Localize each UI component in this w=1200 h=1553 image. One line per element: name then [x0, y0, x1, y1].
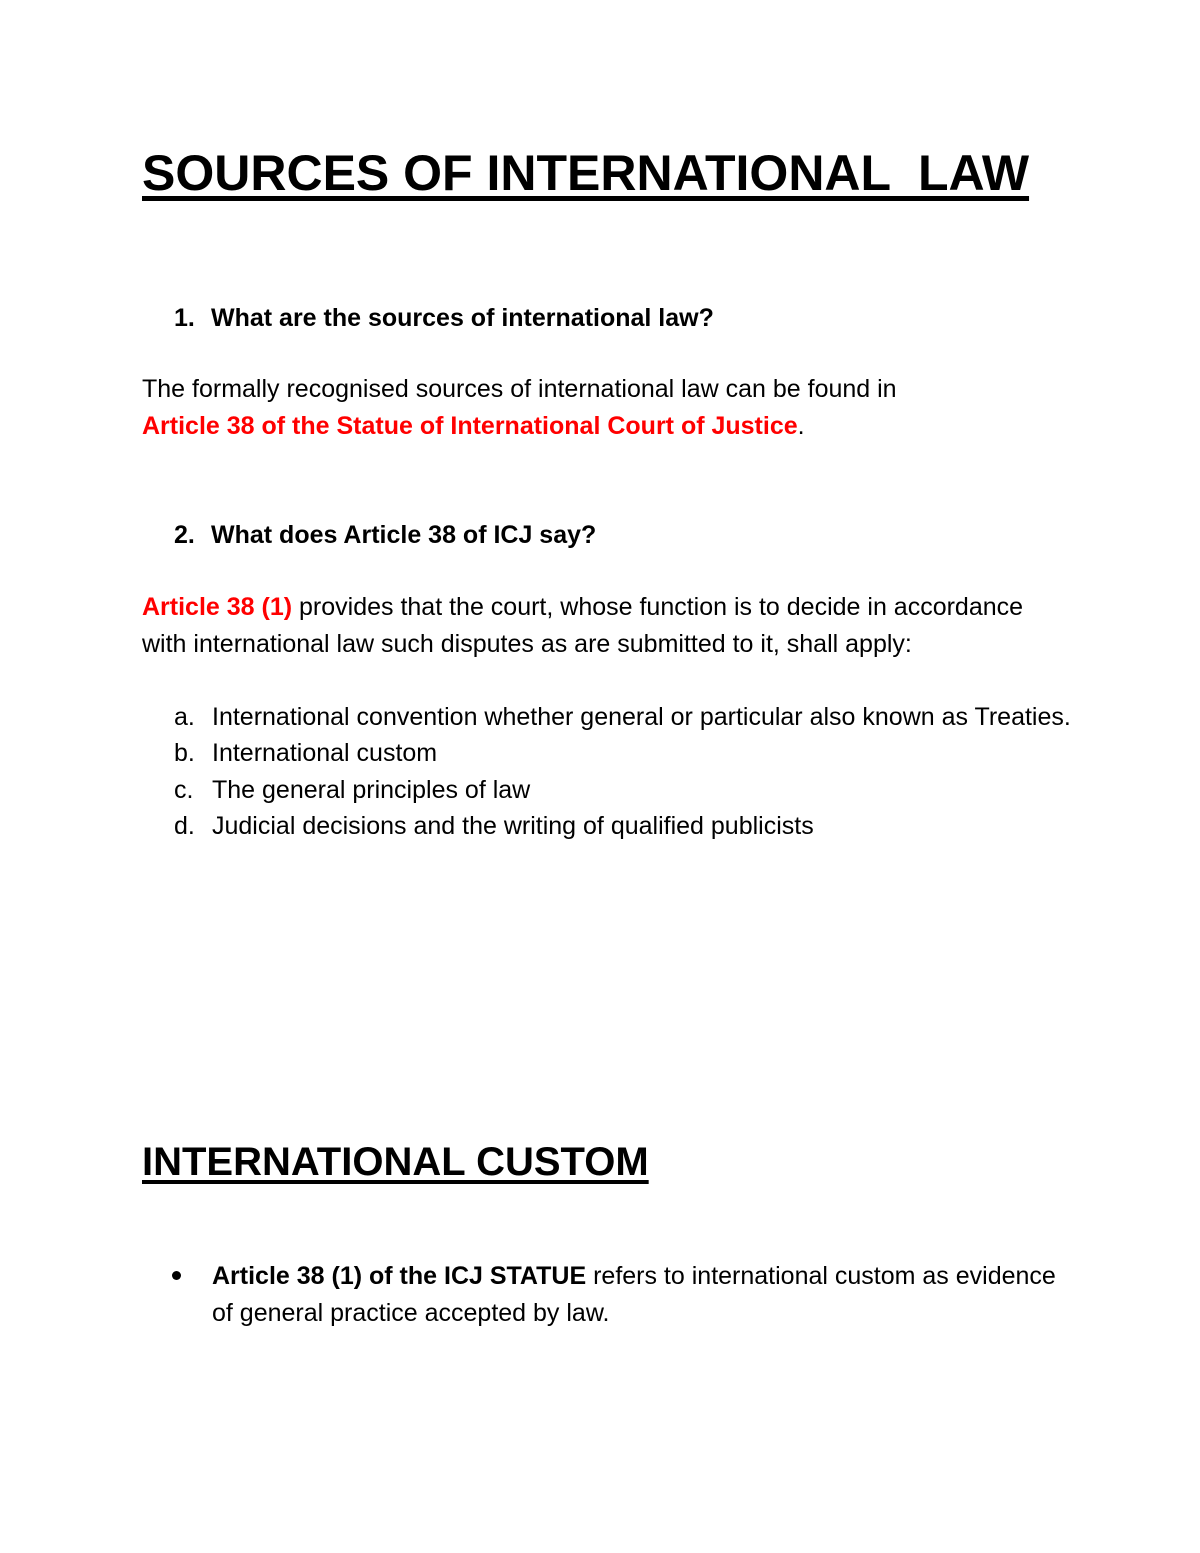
list-item: [142, 735, 1072, 771]
question-1-number: 1.: [174, 304, 195, 332]
answer-2-paragraph: [142, 589, 1072, 662]
answer-1-highlight: Article 38 of the Statue of International Court of Justice: [142, 411, 798, 440]
section-title-international-custom: INTERNATIONAL CUSTOM: [142, 1140, 649, 1184]
list-item-marker: c.: [174, 775, 194, 804]
question-2: [174, 517, 596, 553]
bullet-icon: [172, 1271, 181, 1280]
list-item-marker: b.: [174, 739, 195, 768]
list-item-text: International convention whether general or particular also known as Treaties.: [212, 703, 1071, 731]
answer-2-highlight: Article 38 (1): [142, 593, 293, 621]
question-1: [174, 300, 714, 336]
list-item: [142, 772, 1072, 808]
custom-bullet-list: [142, 1258, 1072, 1331]
question-2-number: 2.: [174, 521, 195, 549]
answer-1-paragraph: [142, 371, 1072, 444]
bullet-bold-text: Article 38 (1) of the ICJ STATUE: [212, 1262, 587, 1290]
list-item-text: International custom: [212, 739, 438, 768]
list-item-text: Judicial decisions and the writing of qualified publicists: [212, 811, 814, 840]
sources-list: [142, 699, 1072, 844]
answer-1-text: The formally recognised sources of international law can be found in: [142, 375, 897, 403]
list-item-marker: a.: [174, 703, 195, 731]
list-item: [142, 699, 1072, 735]
question-1-text: What are the sources of international law?: [211, 304, 714, 332]
answer-2-text: provides that the court, whose function is to decide in accordance with international law such disputes as are submitted to it, shall apply:: [142, 593, 1024, 658]
bullet-text: refers to international custom as evidence of general practice accepted by law.: [212, 1262, 1056, 1327]
page-title: SOURCES OF INTERNATIONAL LAW: [142, 145, 1030, 201]
list-item-marker: d.: [174, 811, 195, 840]
question-2-text: What does Article 38 of ICJ say?: [211, 521, 597, 549]
list-item-text: The general principles of law: [212, 775, 531, 804]
bullet-item: [142, 1258, 1072, 1331]
list-item: [142, 808, 1072, 844]
answer-1-trailing: .: [797, 411, 805, 440]
